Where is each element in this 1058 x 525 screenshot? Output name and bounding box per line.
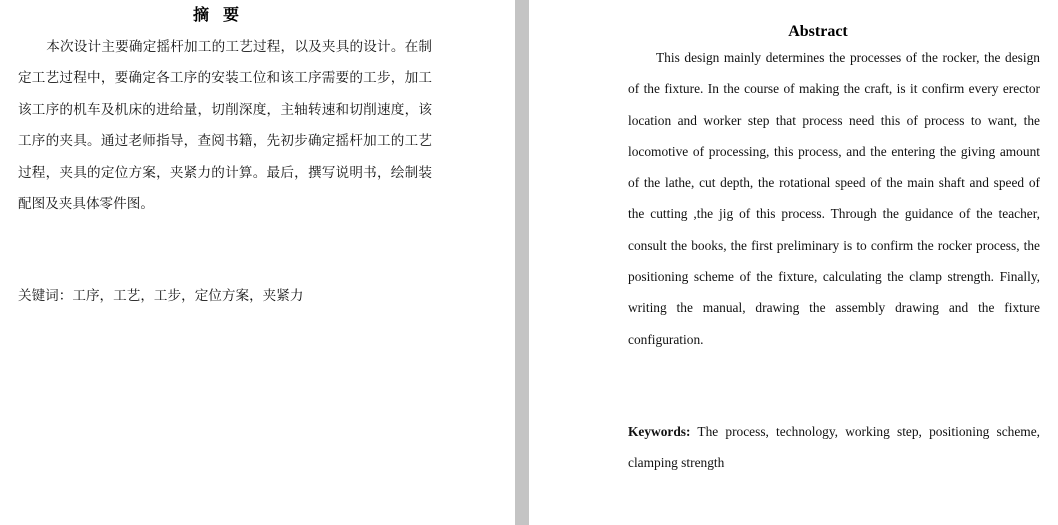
keywords-line bbox=[628, 416, 1040, 479]
page-chinese-abstract bbox=[0, 0, 515, 525]
abstract-body: This design mainly determines the processes of the rocker, the design of the fixture. In the course of making the craft, is it confirm every erector location and worker step that process need this of process to want, the locomotive of processing, this process, and the entering the giving amount of the lathe, cut depth, the rotational speed of the main shaft and speed of the cutting ,the jig of this process. Through the guidance of the teacher, consult the books, the first preliminary is to confirm the rocker process, the positioning scheme of the fixture, calculating the clamp strength. Finally, writing the manual, drawing the assembly drawing and the fixture configuration. bbox=[628, 50, 1040, 347]
page-title: Abstract bbox=[788, 23, 848, 40]
page-title: 摘要 bbox=[192, 5, 253, 24]
page-english-abstract bbox=[529, 0, 1058, 525]
keywords-line: 关键词：工序，工艺，工步，定位方案，夹紧力 bbox=[18, 288, 304, 304]
abstract-body bbox=[18, 32, 432, 220]
keywords-text: The process, technology, working step, positioning scheme, clamping strength bbox=[628, 424, 1040, 471]
page-gutter bbox=[515, 0, 529, 525]
keywords-label: Keywords: bbox=[628, 424, 691, 439]
abstract-text: 本次设计主要确定摇杆加工的工艺过程，以及夹具的设计。在制定工艺过程中，要确定各工序的安装工位和该工序需要的工步，加工该工序的机车及机床的进给量，切削深度，主轴转速和切削速度，该工序的夹具。通过老师指导，查阅书籍，先初步确定摇杆加工的工艺过程，夹具的定位方案，夹紧力的计算。最后，撰写说明书，绘制装配图及夹具体零件图。 bbox=[18, 39, 432, 213]
